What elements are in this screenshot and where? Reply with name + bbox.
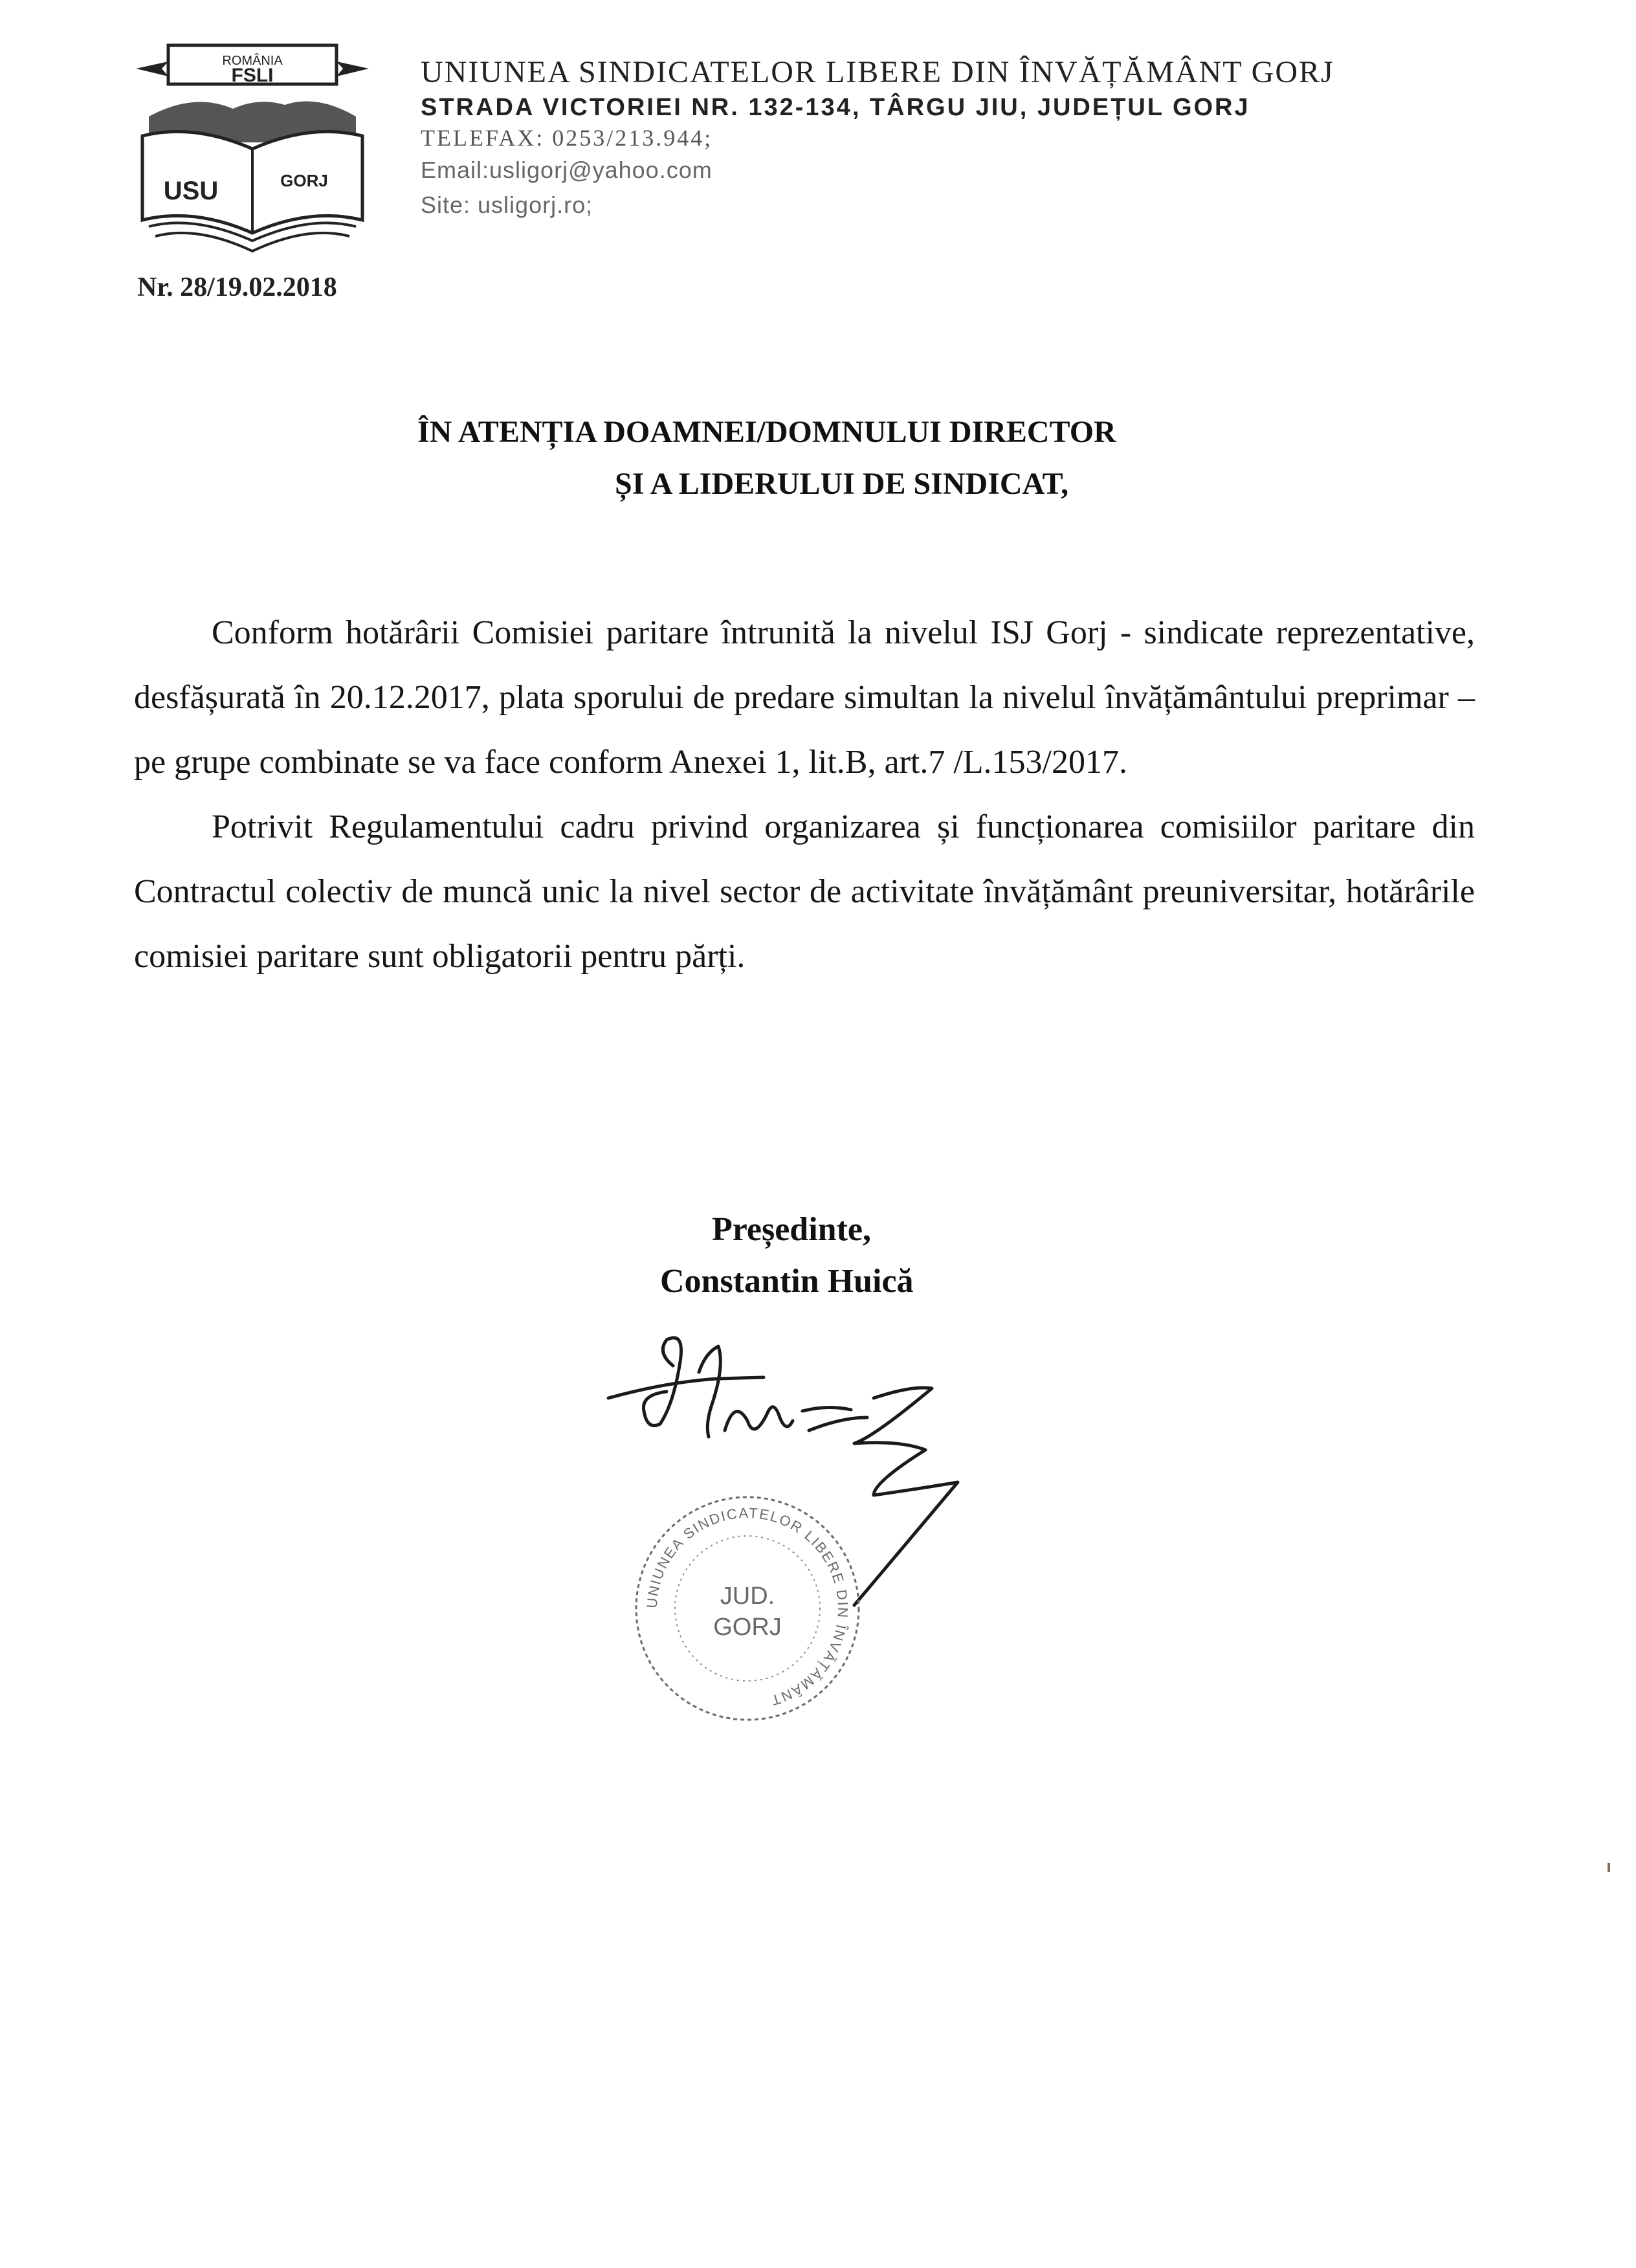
attention-line-2: ȘI A LIDERULUI DE SINDICAT, <box>615 467 1069 501</box>
signatory-name: Constantin Huică <box>660 1263 914 1300</box>
stamp-center-line-2: GORJ <box>713 1614 782 1641</box>
logo-banner-text: ROMÂNIA <box>222 54 283 68</box>
letterhead <box>421 53 1521 223</box>
attention-line-1: ÎN ATENȚIA DOAMNEI/DOMNULUI DIRECTOR <box>417 415 1116 449</box>
letter-body <box>134 601 1475 989</box>
logo-acronym: FSLI <box>231 65 274 86</box>
union-stamp <box>628 1489 867 1728</box>
email-line: Email:usligorj@yahoo.com <box>421 157 713 183</box>
scan-speck <box>1608 1863 1610 1872</box>
signatory-role: Președinte, <box>712 1211 871 1248</box>
stamp-ring-text: UNIUNEA SINDICATELOR LIBERE DIN ÎNVĂȚĂMÂNT <box>643 1504 852 1709</box>
stamp-center-line-1: JUD. <box>720 1583 775 1610</box>
body-paragraph-2: Potrivit Regulamentului cadru privind organizarea și funcționarea comisiilor paritare din Contractul colectiv de muncă unic la nivel sector de activitate învățământ preuniversitar, hotărârile comisiei paritare sunt obligatorii pentru părți. <box>134 808 1475 975</box>
telefax-line: TELEFAX: 0253/213.944; <box>421 125 713 151</box>
document-number: Nr. 28/19.02.2018 <box>137 272 337 302</box>
logo-book-county: GORJ <box>280 171 328 190</box>
fsli-logo <box>123 32 382 265</box>
organization-name: UNIUNEA SINDICATELOR LIBERE DIN ÎNVĂȚĂMÂNT GORJ <box>421 55 1334 89</box>
logo-book-letters: USU <box>163 177 219 205</box>
site-line: Site: usligorj.ro; <box>421 192 593 218</box>
body-paragraph-1: Conform hotărârii Comisiei paritare întrunită la nivelul ISJ Gorj - sindicate reprezentative, desfășurată în 20.12.2017, plata sporului de predare simultan la nivelul învățământului preprimar – pe grupe combinate se va face conform Anexei 1, lit.B, art.7 /L.153/2017. <box>134 614 1475 781</box>
address-line: STRADA VICTORIEI NR. 132-134, TÂRGU JIU, JUDEȚUL GORJ <box>421 94 1250 121</box>
